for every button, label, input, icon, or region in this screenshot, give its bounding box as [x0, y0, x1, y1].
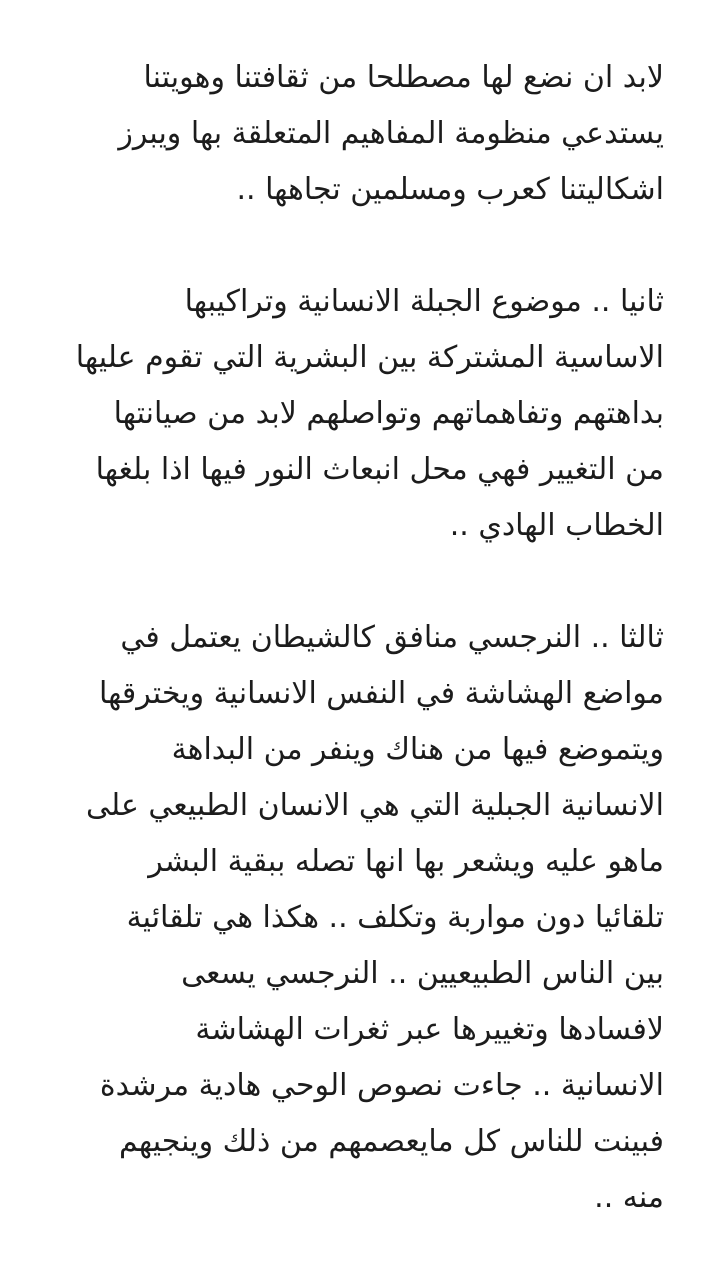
- text-line: الانسانية .. جاءت نصوص الوحي هادية مرشدة: [99, 1068, 664, 1103]
- text-line: بداهتهم وتفاهماتهم وتواصلهم لابد من صيانتها: [113, 396, 664, 431]
- text-line: ماهو عليه ويشعر بها انها تصله ببقية البشر: [148, 844, 664, 879]
- paragraph-1: [44, 50, 664, 218]
- text-line: اشكاليتنا كعرب ومسلمين تجاهها ..: [236, 172, 664, 207]
- text-line: ويتموضع فيها من هناك وينفر من البداهة: [171, 732, 664, 767]
- text-line: لابد ان نضع لها مصطلحا من ثقافتنا وهويتنا: [143, 60, 664, 95]
- article-body: [44, 50, 664, 1282]
- text-line: ثالثا .. النرجسي منافق كالشيطان يعتمل في: [120, 620, 664, 655]
- paragraph-3: [44, 610, 664, 1226]
- text-line: الخطاب الهادي ..: [449, 508, 664, 543]
- text-line: يستدعي منظومة المفاهيم المتعلقة بها ويبرز: [118, 116, 664, 151]
- text-line: الاساسية المشتركة بين البشرية التي تقوم عليها: [75, 340, 664, 375]
- text-line: بين الناس الطبيعيين .. النرجسي يسعى: [181, 956, 664, 991]
- paragraph-2: [44, 274, 664, 554]
- text-line: ثانيا .. موضوع الجبلة الانسانية وتراكيبها: [184, 284, 664, 319]
- text-line: فبينت للناس كل مايعصمهم من ذلك وينجيهم: [118, 1124, 664, 1159]
- text-line: لافسادها وتغييرها عبر ثغرات الهشاشة: [195, 1012, 664, 1047]
- text-line: منه ..: [594, 1180, 664, 1215]
- text-line: من التغيير فهي محل انبعاث النور فيها اذا بلغها: [95, 452, 664, 487]
- text-line: مواضع الهشاشة في النفس الانسانية ويخترقها: [98, 676, 664, 711]
- text-line: الانسانية الجبلية التي هي الانسان الطبيعي على: [86, 788, 664, 823]
- text-line: تلقائيا دون مواربة وتكلف .. هكذا هي تلقائية: [126, 900, 664, 935]
